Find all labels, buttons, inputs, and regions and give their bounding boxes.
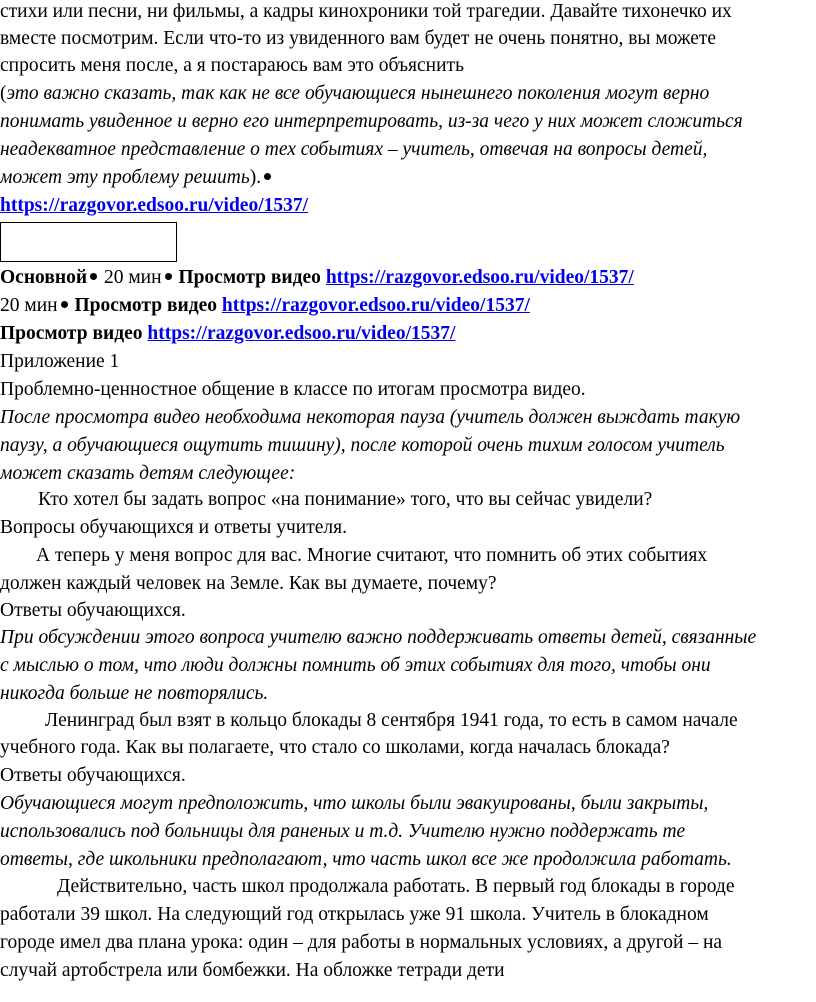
text-line: городе имел два плана урока: один – для работы в нормальных условиях, а другой – на	[0, 932, 723, 953]
text-line: (это важно сказать, так как не все обучающиеся нынешнего поколения могут верно	[0, 83, 710, 104]
text-line: Кто хотел бы задать вопрос «на понимание» того, что вы сейчас увидели?	[38, 489, 653, 510]
text-line: с мыслью о том, что люди должны помнить об этих событиях для того, чтобы они	[0, 655, 711, 676]
text-line: Проблемно-ценностное общение в классе по итогам просмотра видео.	[0, 379, 586, 400]
video-link[interactable]: https://razgovor.edsoo.ru/video/1537/	[147, 323, 456, 344]
text-line: никогда больше не повторялись.	[0, 683, 269, 704]
video-link[interactable]: https://razgovor.edsoo.ru/video/1537/	[221, 295, 530, 316]
text-line: После просмотра видео необходима некоторая пауза (учитель должен выждать такую	[0, 407, 741, 428]
text-line: Ответы обучающихся.	[0, 600, 186, 621]
text-line: Ленинград был взят в кольцо блокады 8 сентября 1941 года, то есть в самом начале	[45, 710, 738, 731]
text-line: понимать увиденное и верно его интерпретировать, из-за чего у них может сложиться	[0, 111, 743, 132]
text-line: Приложение 1	[0, 351, 120, 372]
text-line: может сказать детям следующее:	[0, 463, 296, 484]
text-line: Просмотр видео https://razgovor.edsoo.ru/video/1537/	[0, 323, 456, 344]
text-line: При обсуждении этого вопроса учителю важно поддерживать ответы детей, связанные	[0, 627, 757, 648]
video-link[interactable]: https://razgovor.edsoo.ru/video/1537/	[325, 267, 634, 288]
text-line: Вопросы обучающихся и ответы учителя.	[0, 517, 347, 538]
bullet-icon	[165, 273, 172, 280]
text-line: работали 39 школ. На следующий год открылась уже 91 школа. Учитель в блокадном	[0, 904, 709, 925]
text-line: паузу, а обучающиеся ощутить тишину), после которой очень тихим голосом учитель	[0, 435, 725, 456]
video-link[interactable]: https://razgovor.edsoo.ru/video/1537/	[0, 195, 309, 216]
text-line: Действительно, часть школ продолжала работать. В первый год блокады в городе	[57, 876, 735, 897]
text-line: спросить меня после, а я постараюсь вам это объяснить	[0, 55, 464, 76]
text-line: стихи или песни, ни фильмы, а кадры кинохроники той трагедии. Давайте тихонечко их	[0, 1, 732, 22]
bullet-icon	[264, 173, 271, 180]
empty-box	[0, 222, 177, 262]
text-line: должен каждый человек на Земле. Как вы думаете, почему?	[0, 573, 497, 594]
bullet-icon	[61, 301, 68, 308]
text-line: Ответы обучающихся.	[0, 765, 186, 786]
text-line: 20 мин Просмотр видео https://razgovor.edsoo.ru/video/1537/	[0, 295, 530, 316]
text-line: использовались под больницы для раненых и т.д. Учителю нужно поддержать те	[0, 821, 686, 842]
text-line: А теперь у меня вопрос для вас. Многие считают, что помнить об этих событиях	[36, 545, 708, 566]
text-line: неадекватное представление о тех событиях – учитель, отвечая на вопросы детей,	[0, 139, 708, 160]
italic-note: это важно сказать, так как не все обучающиеся нынешнего поколения могут верно	[6, 83, 710, 104]
text-line: Основной 20 мин Просмотр видео https://razgovor.edsoo.ru/video/1537/	[0, 267, 634, 288]
section-label: Основной	[0, 267, 88, 288]
text-line: ответы, где школьники предполагают, что часть школ все же продолжила работать.	[0, 849, 732, 870]
text-line: вместе посмотрим. Если что-то из увиденного вам будет не очень понятно, вы можете	[0, 28, 717, 49]
text-line: учебного года. Как вы полагаете, что стало со школами, когда началась блокада?	[0, 737, 670, 758]
text-line: случай артобстрела или бомбежки. На обложке тетради дети	[0, 960, 505, 981]
bullet-icon	[90, 273, 97, 280]
text-line: может эту проблему решить).	[0, 164, 273, 191]
text-line	[0, 192, 308, 219]
text-line: Обучающиеся могут предположить, что школы были эвакуированы, были закрыты,	[0, 793, 709, 814]
